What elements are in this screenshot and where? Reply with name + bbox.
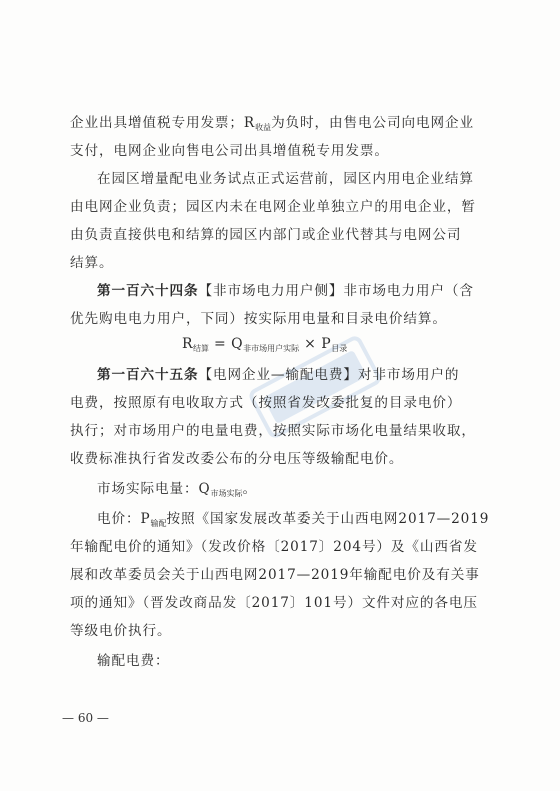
text-run: 执行；对市场用户的电量电费，按照实际市场化电量结果收取，: [70, 423, 476, 439]
text-run: × P: [299, 336, 332, 352]
article-number: 第一百六十四条: [97, 283, 199, 299]
text-run: 收费标准执行省发改委公布的分电压等级输配电价。: [70, 451, 404, 467]
subscript-text: 市场实际: [210, 489, 243, 498]
text-run: 展和改革委员会关于山西电网2017—2019年输配电价及有关事: [70, 567, 480, 583]
text-run: 输配电费：: [97, 653, 170, 669]
subscript-text: 结算: [193, 344, 210, 353]
subscript-text: 输配: [150, 519, 167, 528]
text-run: 由电网企业负责；园区内未在电网企业单独立户的用电企业，暂: [70, 199, 476, 215]
text-run: = Q: [209, 336, 244, 352]
body-line: [70, 198, 476, 216]
transmission-fee-line: [97, 652, 169, 670]
subscript-text: 非市场用户实际: [243, 344, 300, 353]
text-run: 为负时，由售电公司向电网企业: [271, 115, 474, 131]
text-run: 【非市场电力用户侧】非市场电力用户（含: [198, 283, 474, 299]
article-number: 第一百六十五条: [97, 367, 199, 383]
text-run: 。: [242, 481, 258, 497]
body-line: [70, 310, 447, 328]
text-run: 年输配电价的通知》（发改价格〔2017〕204号）及《山西省发: [70, 539, 478, 555]
subscript-text: 目录: [331, 344, 348, 353]
text-run: 企业出具增值税专用发票；R: [70, 115, 256, 131]
text-run: 支付，电网企业向售电公司出具增值税专用发票。: [70, 143, 389, 159]
subscript-text: 收益: [255, 123, 272, 132]
body-line: [70, 566, 480, 584]
text-run: 结算。: [70, 255, 114, 271]
body-line: [70, 538, 478, 556]
body-line: [70, 226, 461, 244]
text-run: 市场实际电量：Q: [97, 481, 211, 497]
body-line: [70, 114, 474, 137]
text-run: 等级电价执行。: [70, 623, 172, 639]
article-164-heading: [97, 282, 474, 300]
price-line: [97, 510, 489, 533]
text-run: 电费，按照原有电收取方式（按照省发改委批复的目录电价）: [70, 395, 462, 411]
body-line: [70, 422, 476, 440]
body-line: [70, 594, 478, 612]
article-165-heading: [97, 366, 459, 384]
body-line: [97, 170, 474, 188]
text-run: 在园区增量配电业务试点正式运营前，园区内用电企业结算: [97, 171, 474, 187]
text-run: 按照《国家发展改革委关于山西电网2017—2019: [166, 511, 490, 527]
text-run: R: [182, 336, 194, 352]
text-run: 电价：P: [97, 511, 151, 527]
body-line: [70, 394, 461, 412]
body-line: [70, 142, 389, 160]
page-number: — 60 —: [62, 711, 109, 725]
market-quantity-line: [97, 480, 257, 503]
text-run: 优先购电电力用户，下同）按实际用电量和目录电价结算。: [70, 311, 447, 327]
text-run: 项的通知》（晋发改商品发〔2017〕101号）文件对应的各电压: [70, 595, 478, 611]
text-run: 由负责直接供电和结算的园区内部门或企业代替其与电网公司: [70, 227, 462, 243]
body-line: [70, 622, 171, 640]
settlement-formula: [182, 336, 347, 354]
text-run: 【电网企业—输配电费】对非市场用户的: [198, 367, 460, 383]
body-line: [70, 254, 113, 272]
body-line: [70, 450, 403, 468]
